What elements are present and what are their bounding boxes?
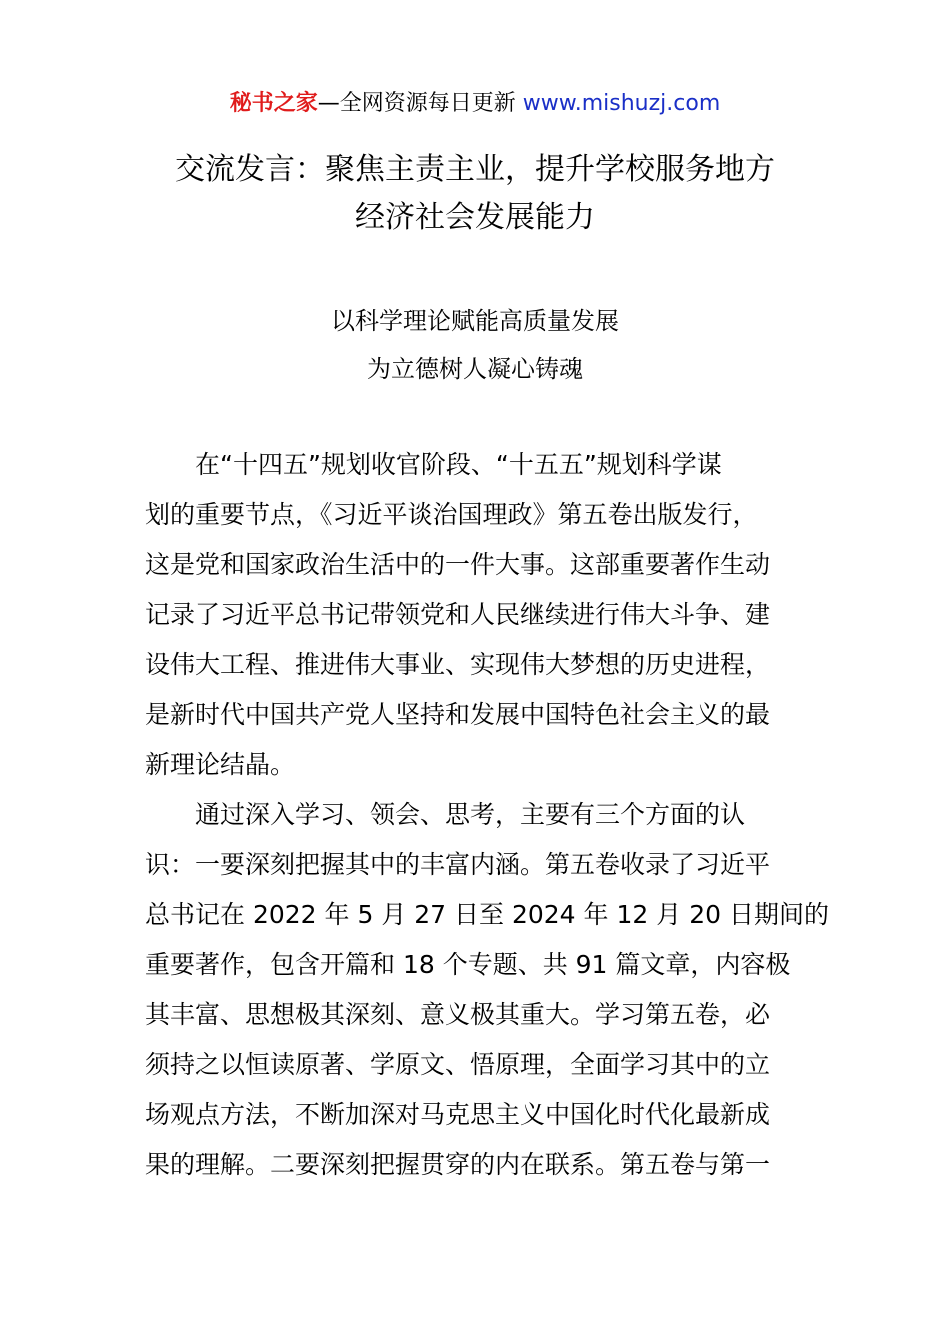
paragraph-line: 这是党和国家政治生活中的一件大事。这部重要著作生动 bbox=[145, 550, 771, 579]
paragraph-line: 新理论结晶。 bbox=[145, 750, 296, 779]
paragraph-line: 须持之以恒读原著、学原文、悟原理，全面学习其中的立 bbox=[145, 1050, 771, 1079]
title-line: 交流发言：聚焦主责主业，提升学校服务地方 bbox=[175, 152, 775, 187]
paragraph-line: 场观点方法，不断加深对马克思主义中国化时代化最新成 bbox=[145, 1100, 771, 1129]
document-body bbox=[145, 440, 829, 1190]
site-brand: 秘书之家 bbox=[229, 91, 318, 116]
paragraph-line: 设伟大工程、推进伟大事业、实现伟大梦想的历史进程， bbox=[145, 650, 771, 679]
title-line: 经济社会发展能力 bbox=[355, 200, 595, 235]
site-url-link[interactable]: www.mishuzj.com bbox=[522, 91, 721, 116]
paragraph-line: 在“十四五”规划收官阶段、“十五五”规划科学谋 bbox=[195, 450, 722, 479]
paragraph-line: 总书记在 2022 年 5 月 27 日至 2024 年 12 月 20 日期间的 bbox=[145, 900, 829, 929]
paragraph-line: 通过深入学习、领会、思考，主要有三个方面的认 bbox=[195, 800, 746, 829]
document-subtitle bbox=[0, 297, 950, 393]
paragraph-line: 记录了习近平总书记带领党和人民继续进行伟大斗争、建 bbox=[145, 600, 771, 629]
paragraph-line: 识：一要深刻把握其中的丰富内涵。第五卷收录了习近平 bbox=[145, 850, 771, 879]
document-title bbox=[120, 146, 830, 242]
site-header bbox=[0, 86, 950, 122]
paragraph-line: 划的重要节点，《习近平谈治国理政》第五卷出版发行， bbox=[145, 500, 758, 529]
subtitle-line: 为立德树人凝心铸魂 bbox=[367, 355, 583, 383]
paragraph-line: 是新时代中国共产党人坚持和发展中国特色社会主义的最 bbox=[145, 700, 771, 729]
subtitle-line: 以科学理论赋能高质量发展 bbox=[331, 307, 619, 335]
paragraph-line: 其丰富、思想极其深刻、意义极其重大。学习第五卷，必 bbox=[145, 1000, 771, 1029]
site-slogan: —全网资源每日更新 bbox=[317, 91, 523, 116]
paragraph-line: 果的理解。二要深刻把握贯穿的内在联系。第五卷与第一 bbox=[145, 1150, 771, 1179]
paragraph-line: 重要著作，包含开篇和 18 个专题、共 91 篇文章，内容极 bbox=[145, 950, 791, 979]
